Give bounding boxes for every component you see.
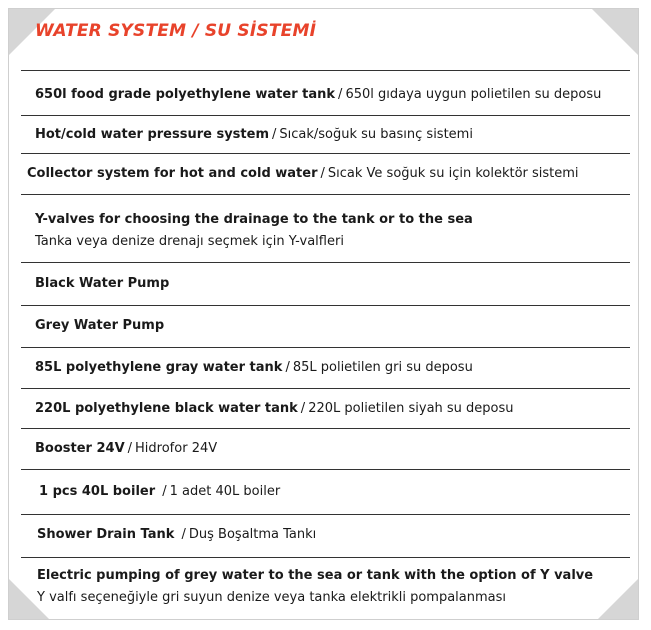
spec-item-en: Grey Water Pump xyxy=(35,318,165,333)
spec-item-en: 85L polyethylene gray water tank xyxy=(35,360,283,375)
spec-item-en: Black Water Pump xyxy=(35,275,170,291)
spec-item-en: Booster 24V xyxy=(35,441,125,456)
divider xyxy=(21,194,630,195)
spec-item: 650l food grade polyethylene water tank / 650l gıdaya uygun polietilen su deposu xyxy=(35,87,602,102)
spec-item: Booster 24V / Hidrofor 24V xyxy=(35,441,218,456)
spec-item: Hot/cold water pressure system / Sıcak/soğuk su basınç sistemi xyxy=(35,126,473,142)
spec-item-en: Y-valves for choosing the drainage to the tank or to the sea xyxy=(35,212,473,227)
spec-item: 1 pcs 40L boiler / 1 adet 40L boiler xyxy=(39,483,281,499)
spec-item-en: Collector system for hot and cold water xyxy=(27,166,318,181)
spec-item-en: Shower Drain Tank xyxy=(37,527,175,542)
divider xyxy=(21,70,630,71)
corner-decoration xyxy=(592,9,638,55)
spec-item-en: 650l food grade polyethylene water tank xyxy=(35,87,336,102)
spec-card xyxy=(8,8,639,620)
spec-item: 220L polyethylene black water tank / 220L polietilen siyah su deposu xyxy=(35,400,514,416)
spec-item-tr: Hidrofor 24V xyxy=(135,441,218,456)
spec-item-tr: 85L polietilen gri su deposu xyxy=(292,360,473,375)
spec-item xyxy=(21,562,630,612)
spec-item: Collector system for hot and cold water / Sıcak Ve soğuk su için kolektör sistemi xyxy=(27,166,579,181)
divider xyxy=(21,557,630,558)
spec-item xyxy=(21,306,630,346)
spec-item-tr: 1 adet 40L boiler xyxy=(169,483,281,499)
spec-item xyxy=(21,263,630,304)
spec-item-en: 220L polyethylene black water tank xyxy=(35,400,298,416)
spec-item xyxy=(21,202,630,260)
spec-item-tr: 650l gıdaya uygun polietilen su deposu xyxy=(345,87,602,102)
spec-item-tr: 220L polietilen siyah su deposu xyxy=(308,400,514,416)
spec-item-tr: Sıcak Ve soğuk su için kolektör sistemi xyxy=(327,166,579,181)
section-title: WATER SYSTEM / SU SİSTEMİ xyxy=(35,21,317,41)
spec-item: Shower Drain Tank / Duş Boşaltma Tankı xyxy=(37,527,317,542)
spec-item-tr: Duş Boşaltma Tankı xyxy=(188,527,317,542)
spec-item-en: Electric pumping of grey water to the sea or tank with the option of Y valve xyxy=(37,568,594,583)
spec-item-tr: Y valfı seçeneğiyle gri suyun denize veya tanka elektrikli pompalanması xyxy=(37,590,507,605)
spec-item: 85L polyethylene gray water tank / 85L polietilen gri su deposu xyxy=(35,360,473,375)
spec-item-en: 1 pcs 40L boiler xyxy=(39,483,156,499)
spec-item-tr: Tanka veya denize drenajı seçmek için Y-valfleri xyxy=(35,234,344,249)
spec-item-tr: Sıcak/soğuk su basınç sistemi xyxy=(279,126,473,142)
spec-item-en: Hot/cold water pressure system xyxy=(35,126,269,142)
